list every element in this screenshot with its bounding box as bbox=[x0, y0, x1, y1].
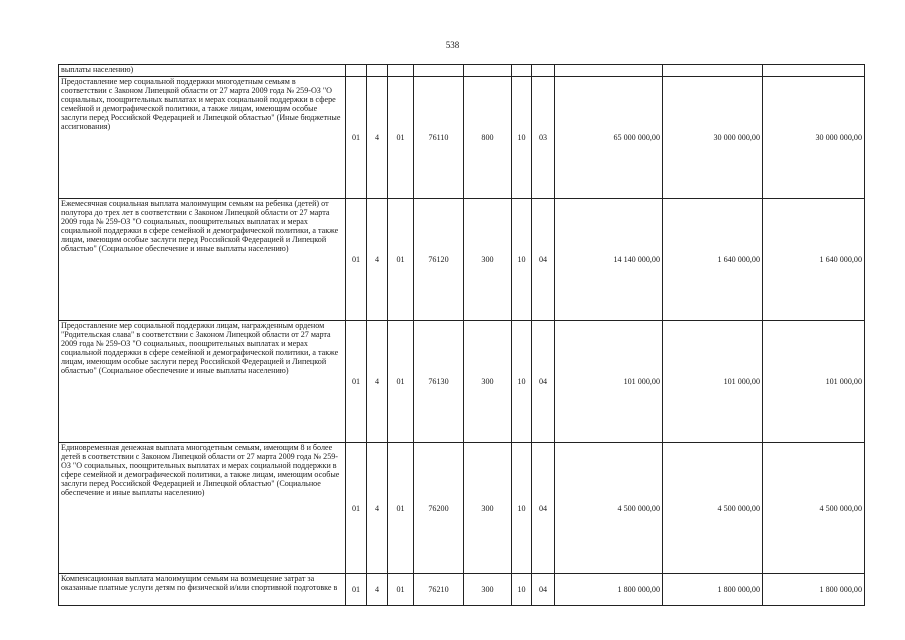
code-program: 01 bbox=[346, 321, 367, 443]
code-main-event: 01 bbox=[388, 574, 414, 606]
code-section: 10 bbox=[512, 199, 532, 321]
row-description: выплаты населению) bbox=[59, 65, 346, 77]
code-expense-type: 800 bbox=[464, 77, 512, 199]
code-main-event: 01 bbox=[388, 321, 414, 443]
amount-year-3 bbox=[763, 65, 865, 77]
code-main-event bbox=[388, 65, 414, 77]
code-expense-type: 300 bbox=[464, 199, 512, 321]
code-subsection: 04 bbox=[532, 574, 555, 606]
row-description: Предоставление мер социальной поддержки лицам, награжденным орденом "Родительская слава" в соответствии с Законом Липецкой области от 27 марта 2009 года № 259-ОЗ "О социальных, поощрительных выплатах и мерах социальной поддержки в сфере семейной и демографической политики, а также лицам, имеющим особые заслуги перед Российской Федерацией и Липецкой областью" (Социальное обеспечение и иные выплаты населению) bbox=[59, 321, 346, 443]
code-expense-type bbox=[464, 65, 512, 77]
amount-year-2: 1 800 000,00 bbox=[663, 574, 763, 606]
code-subprogram: 4 bbox=[367, 199, 388, 321]
code-section: 10 bbox=[512, 321, 532, 443]
amount-year-2: 1 640 000,00 bbox=[663, 199, 763, 321]
code-main-event: 01 bbox=[388, 199, 414, 321]
code-expense-type: 300 bbox=[464, 321, 512, 443]
code-main-event: 01 bbox=[388, 443, 414, 574]
amount-year-3: 30 000 000,00 bbox=[763, 77, 865, 199]
table-row bbox=[59, 77, 865, 199]
amount-year-3: 4 500 000,00 bbox=[763, 443, 865, 574]
row-description: Компенсационная выплата малоимущим семьям на возмещение затрат за оказанные платные услуги детям по физической и/или спортивной подготовке в bbox=[59, 574, 346, 606]
table-row bbox=[59, 321, 865, 443]
amount-year-1: 14 140 000,00 bbox=[555, 199, 663, 321]
amount-year-2: 101 000,00 bbox=[663, 321, 763, 443]
code-direction: 76130 bbox=[414, 321, 464, 443]
code-subprogram: 4 bbox=[367, 574, 388, 606]
amount-year-3: 101 000,00 bbox=[763, 321, 865, 443]
amount-year-2 bbox=[663, 65, 763, 77]
code-program: 01 bbox=[346, 199, 367, 321]
code-section: 10 bbox=[512, 77, 532, 199]
amount-year-1: 65 000 000,00 bbox=[555, 77, 663, 199]
row-description: Единовременная денежная выплата многодетным семьям, имеющим 8 и более детей в соответствии с Законом Липецкой области от 27 марта 2009 года № 259-ОЗ "О социальных, поощрительных выплатах и мерах социальной поддержки в сфере семейной и демографической политики, а также лицам, имеющим особые заслуги перед Российской Федерацией и Липецкой областью" (Социальное обеспечение и иные выплаты населению) bbox=[59, 443, 346, 574]
code-expense-type: 300 bbox=[464, 574, 512, 606]
code-subsection: 04 bbox=[532, 321, 555, 443]
code-subprogram: 4 bbox=[367, 443, 388, 574]
code-section: 10 bbox=[512, 443, 532, 574]
code-subprogram: 4 bbox=[367, 321, 388, 443]
code-program: 01 bbox=[346, 77, 367, 199]
budget-table-body bbox=[59, 65, 865, 606]
code-subsection bbox=[532, 65, 555, 77]
page-number: 538 bbox=[445, 40, 460, 50]
amount-year-2: 4 500 000,00 bbox=[663, 443, 763, 574]
code-program bbox=[346, 65, 367, 77]
amount-year-1: 1 800 000,00 bbox=[555, 574, 663, 606]
code-program: 01 bbox=[346, 574, 367, 606]
code-direction: 76200 bbox=[414, 443, 464, 574]
code-program: 01 bbox=[346, 443, 367, 574]
code-direction: 76210 bbox=[414, 574, 464, 606]
table-row bbox=[59, 65, 865, 77]
code-section bbox=[512, 65, 532, 77]
amount-year-1: 101 000,00 bbox=[555, 321, 663, 443]
table-row bbox=[59, 199, 865, 321]
code-subsection: 03 bbox=[532, 77, 555, 199]
code-section: 10 bbox=[512, 574, 532, 606]
code-subprogram bbox=[367, 65, 388, 77]
amount-year-1: 4 500 000,00 bbox=[555, 443, 663, 574]
code-main-event: 01 bbox=[388, 77, 414, 199]
row-description: Предоставление мер социальной поддержки многодетным семьям в соответствии с Законом Липецкой области от 27 марта 2009 года № 259-ОЗ "О социальных, поощрительных выплатах и мерах социальной поддержки в сфере семейной и демографической политики, а также лицам, имеющим особые заслуги перед Российской Федерацией и Липецкой областью" (Иные бюджетные ассигнования) bbox=[59, 77, 346, 199]
code-subprogram: 4 bbox=[367, 77, 388, 199]
table-row bbox=[59, 574, 865, 606]
amount-year-3: 1 800 000,00 bbox=[763, 574, 865, 606]
amount-year-2: 30 000 000,00 bbox=[663, 77, 763, 199]
budget-table bbox=[58, 64, 865, 606]
code-subsection: 04 bbox=[532, 443, 555, 574]
row-description: Ежемесячная социальная выплата малоимущим семьям на ребенка (детей) от полутора до трех лет в соответствии с Законом Липецкой области от 27 марта 2009 года № 259-ОЗ "О социальных, поощрительных выплатах и мерах социальной поддержки в сфере семейной и демографической политики, а также лицам, имеющим особые заслуги перед Российской Федерацией и Липецкой областью" (Социальное обеспечение и иные выплаты населению) bbox=[59, 199, 346, 321]
code-subsection: 04 bbox=[532, 199, 555, 321]
table-row bbox=[59, 443, 865, 574]
code-direction: 76120 bbox=[414, 199, 464, 321]
amount-year-3: 1 640 000,00 bbox=[763, 199, 865, 321]
code-direction: 76110 bbox=[414, 77, 464, 199]
code-direction bbox=[414, 65, 464, 77]
code-expense-type: 300 bbox=[464, 443, 512, 574]
amount-year-1 bbox=[555, 65, 663, 77]
